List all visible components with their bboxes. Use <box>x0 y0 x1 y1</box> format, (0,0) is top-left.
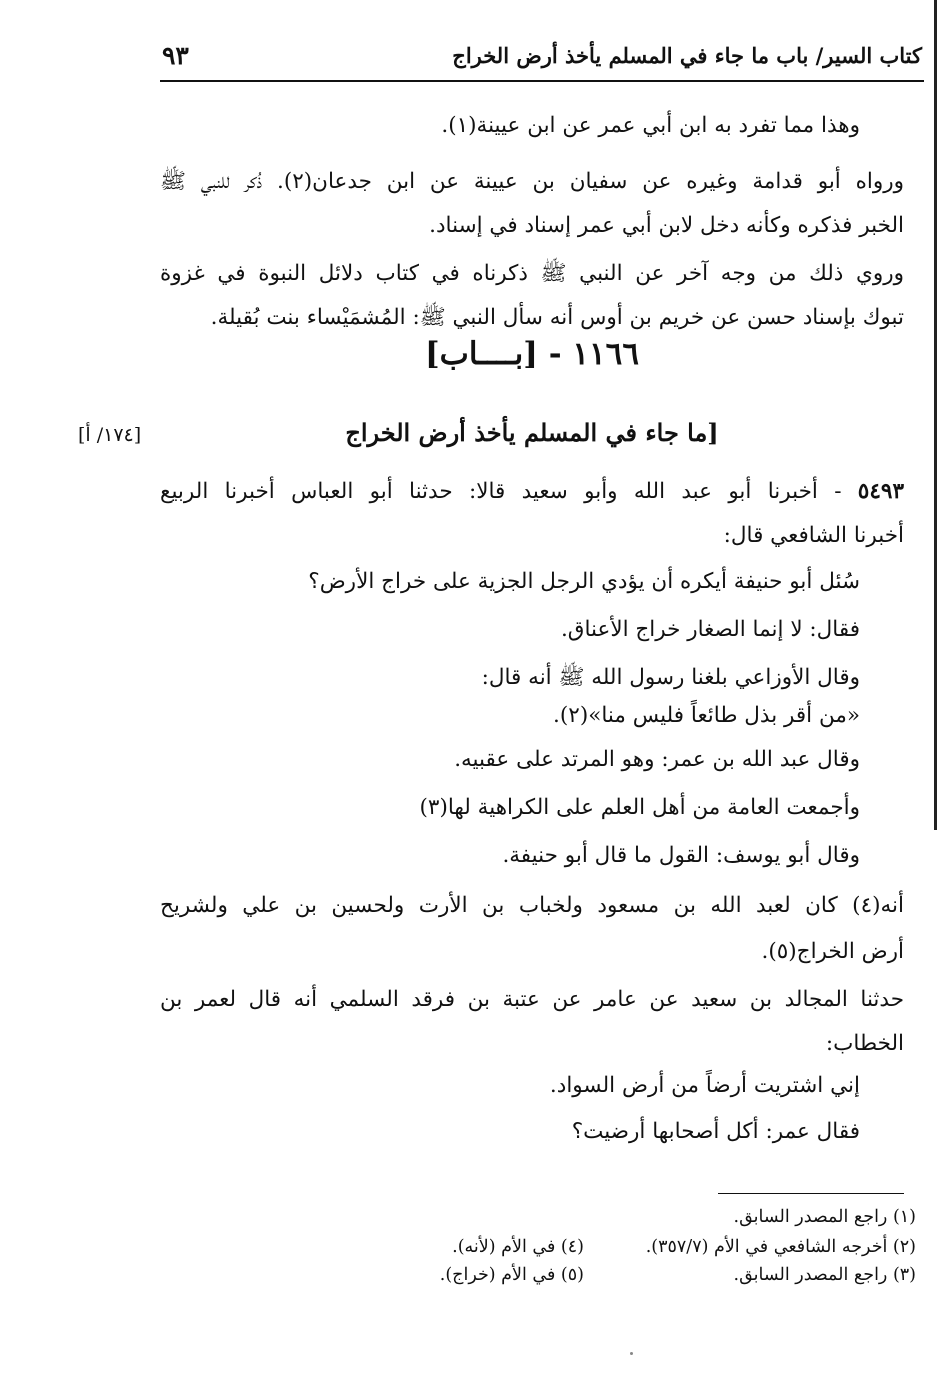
footnote: (٥) في الأم (خراج). <box>439 1265 584 1285</box>
footnote: (٢) أخرجه الشافعي في الأم (٣٥٧/٧). <box>645 1237 916 1257</box>
hadith-line: الخطاب: <box>825 1031 904 1056</box>
hadith-isnad: - أخبرنا أبو عبد الله وأبو سعيد قالا: حدثنا أبو العباس أخبرنا الربيع <box>160 479 858 504</box>
binding-edge-rule <box>934 0 937 830</box>
manuscript-folio-ref: [١٧٤/ أ] <box>78 424 142 446</box>
paragraph-line: وروي ذلك من وجه آخر عن النبي ﷺ ذكرناه في كتاب دلائل النبوة في غزوة <box>160 261 904 286</box>
hadith-line: سُئل أبو حنيفة أيكره أن يؤدي الرجل الجزية على خراج الأرض؟ <box>308 569 860 594</box>
footnote: (١) راجع المصدر السابق. <box>733 1207 916 1227</box>
page-number: ٩٣ <box>162 40 189 70</box>
hadith-line: «من أقر بذل طائعاً فليس منا»(٢). <box>553 703 860 728</box>
running-title: كتاب السير/ باب ما جاء في المسلم يأخذ أرض الخراج <box>452 42 922 68</box>
hadith-number: ٥٤٩٣ <box>857 479 904 504</box>
hadith-line: وقال عبد الله بن عمر: وهو المرتد على عقبيه. <box>454 747 860 772</box>
hadith-line: وقال الأوزاعي بلغنا رسول الله ﷺ أنه قال: <box>481 665 860 690</box>
paragraph-line: ورواه أبو قدامة وغيره عن سفيان بن عيينة عن ابن جدعان(٢). ذُكر للنبي ﷺ <box>160 169 904 194</box>
footnote-separator <box>718 1193 904 1194</box>
hadith-opening-line <box>160 470 904 514</box>
chapter-title: ١١٦٦ - [بــــاب] <box>425 336 639 372</box>
scan-speck <box>630 1352 633 1355</box>
footnote: (٣) راجع المصدر السابق. <box>733 1265 916 1285</box>
paragraph-line: الخبر فذكره وكأنه دخل لابن أبي عمر إسناد في إسناد. <box>429 213 904 238</box>
hadith-line: فقال: لا إنما الصغار خراج الأعناق. <box>560 617 860 642</box>
hadith-line: حدثنا المجالد بن سعيد عن عامر عن عتبة بن فرقد السلمي أنه قال لعمر بن <box>160 987 904 1012</box>
hadith-line: إني اشتريت أرضاً من أرض السواد. <box>549 1073 860 1098</box>
paragraph-line: وهذا مما تفرد به ابن أبي عمر عن ابن عيينة(١). <box>441 113 860 138</box>
chapter-subtitle: [ما جاء في المسلم يأخذ أرض الخراج <box>345 418 719 447</box>
paragraph-line: تبوك بإسناد حسن عن خريم بن أوس أنه سأل النبي ﷺ: المُشمَيْساء بنت بُقيلة. <box>210 305 904 330</box>
hadith-line: وقال أبو يوسف: القول ما قال أبو حنيفة. <box>502 843 860 868</box>
hadith-line: أرض الخراج(٥). <box>761 939 904 964</box>
hadith-line: فقال عمر: أكل أصحابها أرضيت؟ <box>571 1119 860 1144</box>
hadith-line: أخبرنا الشافعي قال: <box>723 523 904 548</box>
page-header <box>160 30 924 82</box>
hadith-line: وأجمعت العامة من أهل العلم على الكراهية لها(٣) <box>419 795 860 820</box>
hadith-line: أنه(٤) كان لعبد الله بن مسعود ولخباب بن الأرت ولحسين بن علي ولشريح <box>160 893 904 918</box>
footnote: (٤) في الأم (لأنه). <box>452 1237 584 1257</box>
